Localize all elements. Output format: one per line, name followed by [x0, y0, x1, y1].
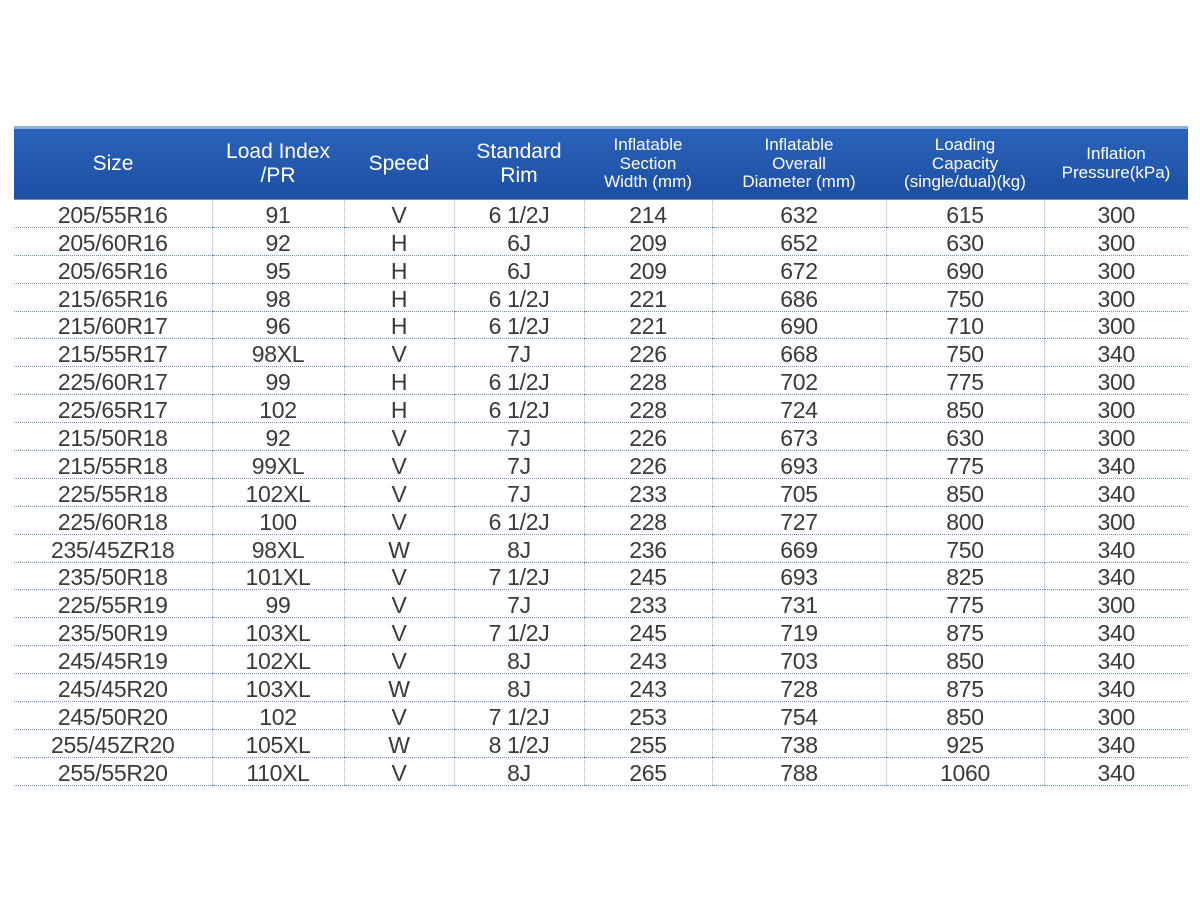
- cell-load-index: 99: [212, 367, 344, 395]
- cell-standard-rim: 8J: [454, 646, 584, 674]
- cell-standard-rim: 7J: [454, 339, 584, 367]
- cell-standard-rim: 7 1/2J: [454, 562, 584, 590]
- column-header-line: Loading: [934, 134, 996, 154]
- cell-loading-capacity: 1060: [886, 757, 1044, 785]
- cell-inflation-pressure: 300: [1044, 367, 1188, 395]
- cell-section-width: 245: [584, 562, 712, 590]
- cell-load-index: 92: [212, 227, 344, 255]
- cell-standard-rim: 6J: [454, 227, 584, 255]
- cell-speed: H: [344, 311, 454, 339]
- cell-overall-diameter: 705: [712, 478, 886, 506]
- cell-section-width: 226: [584, 451, 712, 479]
- table-row: [14, 534, 1188, 562]
- cell-speed: W: [344, 674, 454, 702]
- cell-inflation-pressure: 340: [1044, 757, 1188, 785]
- cell-section-width: 233: [584, 478, 712, 506]
- cell-section-width: 221: [584, 311, 712, 339]
- column-header-line: Inflatable: [613, 134, 683, 154]
- cell-speed: V: [344, 702, 454, 730]
- table-row: [14, 757, 1188, 785]
- cell-section-width: 221: [584, 283, 712, 311]
- cell-section-width: 265: [584, 757, 712, 785]
- cell-size: 255/45ZR20: [14, 729, 212, 757]
- cell-section-width: 228: [584, 395, 712, 423]
- cell-speed: V: [344, 506, 454, 534]
- cell-loading-capacity: 690: [886, 255, 1044, 283]
- cell-size: 225/55R19: [14, 590, 212, 618]
- column-header-size: [14, 129, 212, 200]
- cell-load-index: 100: [212, 506, 344, 534]
- cell-speed: V: [344, 451, 454, 479]
- table-row: [14, 423, 1188, 451]
- cell-standard-rim: 8 1/2J: [454, 729, 584, 757]
- cell-load-index: 99XL: [212, 451, 344, 479]
- cell-size: 225/55R18: [14, 478, 212, 506]
- cell-speed: V: [344, 200, 454, 228]
- cell-overall-diameter: 727: [712, 506, 886, 534]
- cell-load-index: 91: [212, 200, 344, 228]
- cell-overall-diameter: 673: [712, 423, 886, 451]
- cell-speed: H: [344, 255, 454, 283]
- cell-inflation-pressure: 340: [1044, 451, 1188, 479]
- cell-loading-capacity: 800: [886, 506, 1044, 534]
- column-header-load-index: [212, 129, 344, 200]
- column-header-inflation-pressure: [1044, 129, 1188, 200]
- cell-inflation-pressure: 300: [1044, 311, 1188, 339]
- cell-section-width: 253: [584, 702, 712, 730]
- cell-overall-diameter: 632: [712, 200, 886, 228]
- cell-overall-diameter: 668: [712, 339, 886, 367]
- cell-standard-rim: 8J: [454, 674, 584, 702]
- cell-overall-diameter: 690: [712, 311, 886, 339]
- cell-load-index: 110XL: [212, 757, 344, 785]
- cell-load-index: 103XL: [212, 674, 344, 702]
- column-header-line: Inflation: [1086, 144, 1146, 164]
- cell-inflation-pressure: 340: [1044, 646, 1188, 674]
- cell-loading-capacity: 775: [886, 367, 1044, 395]
- cell-loading-capacity: 775: [886, 590, 1044, 618]
- cell-section-width: 233: [584, 590, 712, 618]
- cell-inflation-pressure: 300: [1044, 227, 1188, 255]
- cell-speed: V: [344, 646, 454, 674]
- column-header-line: /PR: [260, 164, 296, 187]
- cell-size: 245/50R20: [14, 702, 212, 730]
- cell-loading-capacity: 750: [886, 283, 1044, 311]
- tire-spec-table: [14, 129, 1188, 786]
- cell-overall-diameter: 728: [712, 674, 886, 702]
- cell-section-width: 209: [584, 255, 712, 283]
- cell-overall-diameter: 669: [712, 534, 886, 562]
- cell-inflation-pressure: 340: [1044, 674, 1188, 702]
- cell-load-index: 98: [212, 283, 344, 311]
- cell-load-index: 96: [212, 311, 344, 339]
- cell-loading-capacity: 925: [886, 729, 1044, 757]
- table-row: [14, 674, 1188, 702]
- cell-load-index: 101XL: [212, 562, 344, 590]
- table-body: [14, 200, 1188, 786]
- cell-size: 205/65R16: [14, 255, 212, 283]
- cell-loading-capacity: 850: [886, 395, 1044, 423]
- column-header-line: Pressure(kPa): [1061, 163, 1171, 182]
- cell-standard-rim: 7J: [454, 423, 584, 451]
- column-header-line: Load Index: [226, 139, 330, 163]
- cell-inflation-pressure: 300: [1044, 255, 1188, 283]
- cell-speed: H: [344, 395, 454, 423]
- cell-overall-diameter: 724: [712, 395, 886, 423]
- cell-inflation-pressure: 340: [1044, 618, 1188, 646]
- cell-loading-capacity: 710: [886, 311, 1044, 339]
- cell-section-width: 209: [584, 227, 712, 255]
- cell-standard-rim: 7J: [454, 478, 584, 506]
- column-header-line: Width (mm): [604, 172, 692, 192]
- column-header-line: Speed: [368, 151, 430, 175]
- column-header-speed: [344, 129, 454, 200]
- cell-load-index: 105XL: [212, 729, 344, 757]
- cell-inflation-pressure: 300: [1044, 506, 1188, 534]
- cell-overall-diameter: 754: [712, 702, 886, 730]
- table-row: [14, 590, 1188, 618]
- cell-standard-rim: 7J: [454, 451, 584, 479]
- cell-standard-rim: 7J: [454, 590, 584, 618]
- cell-section-width: 226: [584, 339, 712, 367]
- cell-inflation-pressure: 340: [1044, 562, 1188, 590]
- table-row: [14, 702, 1188, 730]
- cell-overall-diameter: 731: [712, 590, 886, 618]
- cell-load-index: 103XL: [212, 618, 344, 646]
- cell-standard-rim: 7 1/2J: [454, 702, 584, 730]
- column-header-overall-diameter: [712, 129, 886, 200]
- cell-loading-capacity: 775: [886, 451, 1044, 479]
- column-header-line: Section: [619, 153, 677, 173]
- column-header-standard-rim: [454, 129, 584, 200]
- cell-overall-diameter: 738: [712, 729, 886, 757]
- table-row: [14, 562, 1188, 590]
- cell-standard-rim: 7 1/2J: [454, 618, 584, 646]
- cell-overall-diameter: 702: [712, 367, 886, 395]
- cell-overall-diameter: 693: [712, 562, 886, 590]
- cell-size: 225/60R17: [14, 367, 212, 395]
- cell-section-width: 243: [584, 674, 712, 702]
- table-row: [14, 200, 1188, 228]
- cell-standard-rim: 6 1/2J: [454, 200, 584, 228]
- table-row: [14, 339, 1188, 367]
- cell-size: 235/50R19: [14, 618, 212, 646]
- cell-inflation-pressure: 300: [1044, 395, 1188, 423]
- cell-overall-diameter: 672: [712, 255, 886, 283]
- cell-section-width: 228: [584, 367, 712, 395]
- cell-section-width: 226: [584, 423, 712, 451]
- cell-loading-capacity: 875: [886, 674, 1044, 702]
- column-header-loading-capacity: [886, 129, 1044, 200]
- cell-overall-diameter: 693: [712, 451, 886, 479]
- cell-size: 235/45ZR18: [14, 534, 212, 562]
- cell-inflation-pressure: 340: [1044, 339, 1188, 367]
- column-header-line: Overall: [772, 153, 826, 173]
- cell-size: 215/55R17: [14, 339, 212, 367]
- cell-speed: H: [344, 367, 454, 395]
- table-row: [14, 506, 1188, 534]
- cell-loading-capacity: 750: [886, 534, 1044, 562]
- cell-section-width: 243: [584, 646, 712, 674]
- cell-size: 255/55R20: [14, 757, 212, 785]
- cell-load-index: 98XL: [212, 339, 344, 367]
- cell-loading-capacity: 850: [886, 646, 1044, 674]
- column-header-line: Inflatable: [764, 134, 834, 154]
- column-header-line: Standard: [476, 139, 562, 163]
- cell-overall-diameter: 788: [712, 757, 886, 785]
- column-header-line: Diameter (mm): [742, 172, 856, 192]
- cell-overall-diameter: 703: [712, 646, 886, 674]
- tire-spec-table-container: [14, 126, 1188, 786]
- table-row: [14, 255, 1188, 283]
- cell-speed: V: [344, 562, 454, 590]
- table-row: [14, 729, 1188, 757]
- cell-size: 215/60R17: [14, 311, 212, 339]
- cell-load-index: 98XL: [212, 534, 344, 562]
- cell-size: 205/60R16: [14, 227, 212, 255]
- cell-standard-rim: 6 1/2J: [454, 367, 584, 395]
- cell-inflation-pressure: 340: [1044, 534, 1188, 562]
- cell-overall-diameter: 719: [712, 618, 886, 646]
- cell-inflation-pressure: 340: [1044, 729, 1188, 757]
- cell-inflation-pressure: 300: [1044, 590, 1188, 618]
- cell-speed: H: [344, 227, 454, 255]
- cell-load-index: 95: [212, 255, 344, 283]
- cell-load-index: 102XL: [212, 646, 344, 674]
- header-row: [14, 129, 1188, 200]
- cell-speed: V: [344, 590, 454, 618]
- cell-size: 225/60R18: [14, 506, 212, 534]
- table-row: [14, 618, 1188, 646]
- cell-load-index: 102: [212, 702, 344, 730]
- cell-loading-capacity: 615: [886, 200, 1044, 228]
- table-row: [14, 646, 1188, 674]
- cell-inflation-pressure: 340: [1044, 478, 1188, 506]
- column-header-line: Size: [92, 151, 134, 175]
- cell-standard-rim: 6 1/2J: [454, 395, 584, 423]
- cell-standard-rim: 6J: [454, 255, 584, 283]
- cell-size: 225/65R17: [14, 395, 212, 423]
- cell-size: 235/50R18: [14, 562, 212, 590]
- cell-inflation-pressure: 300: [1044, 702, 1188, 730]
- cell-speed: V: [344, 478, 454, 506]
- cell-inflation-pressure: 300: [1044, 423, 1188, 451]
- cell-standard-rim: 6 1/2J: [454, 311, 584, 339]
- cell-overall-diameter: 686: [712, 283, 886, 311]
- cell-size: 205/55R16: [14, 200, 212, 228]
- cell-section-width: 245: [584, 618, 712, 646]
- cell-loading-capacity: 850: [886, 702, 1044, 730]
- cell-load-index: 99: [212, 590, 344, 618]
- table-row: [14, 283, 1188, 311]
- cell-speed: V: [344, 757, 454, 785]
- cell-load-index: 92: [212, 423, 344, 451]
- column-header-line: Capacity: [931, 153, 999, 173]
- table-row: [14, 395, 1188, 423]
- cell-speed: V: [344, 423, 454, 451]
- table-row: [14, 311, 1188, 339]
- cell-speed: W: [344, 729, 454, 757]
- cell-loading-capacity: 630: [886, 423, 1044, 451]
- cell-speed: V: [344, 339, 454, 367]
- cell-overall-diameter: 652: [712, 227, 886, 255]
- cell-standard-rim: 8J: [454, 757, 584, 785]
- cell-loading-capacity: 825: [886, 562, 1044, 590]
- cell-loading-capacity: 875: [886, 618, 1044, 646]
- cell-size: 245/45R19: [14, 646, 212, 674]
- cell-speed: W: [344, 534, 454, 562]
- cell-loading-capacity: 750: [886, 339, 1044, 367]
- cell-section-width: 214: [584, 200, 712, 228]
- table-row: [14, 451, 1188, 479]
- cell-section-width: 236: [584, 534, 712, 562]
- cell-inflation-pressure: 300: [1044, 283, 1188, 311]
- table-row: [14, 367, 1188, 395]
- cell-loading-capacity: 630: [886, 227, 1044, 255]
- cell-standard-rim: 6 1/2J: [454, 283, 584, 311]
- cell-speed: V: [344, 618, 454, 646]
- cell-size: 215/55R18: [14, 451, 212, 479]
- column-header-section-width: [584, 129, 712, 200]
- cell-loading-capacity: 850: [886, 478, 1044, 506]
- cell-standard-rim: 6 1/2J: [454, 506, 584, 534]
- cell-size: 215/50R18: [14, 423, 212, 451]
- column-header-line: Rim: [500, 164, 538, 187]
- table-row: [14, 227, 1188, 255]
- cell-standard-rim: 8J: [454, 534, 584, 562]
- cell-section-width: 228: [584, 506, 712, 534]
- table-header: [14, 129, 1188, 200]
- cell-inflation-pressure: 300: [1044, 200, 1188, 228]
- cell-size: 245/45R20: [14, 674, 212, 702]
- cell-size: 215/65R16: [14, 283, 212, 311]
- cell-speed: H: [344, 283, 454, 311]
- cell-load-index: 102: [212, 395, 344, 423]
- cell-load-index: 102XL: [212, 478, 344, 506]
- column-header-line: (single/dual)(kg): [904, 172, 1026, 192]
- cell-section-width: 255: [584, 729, 712, 757]
- table-row: [14, 478, 1188, 506]
